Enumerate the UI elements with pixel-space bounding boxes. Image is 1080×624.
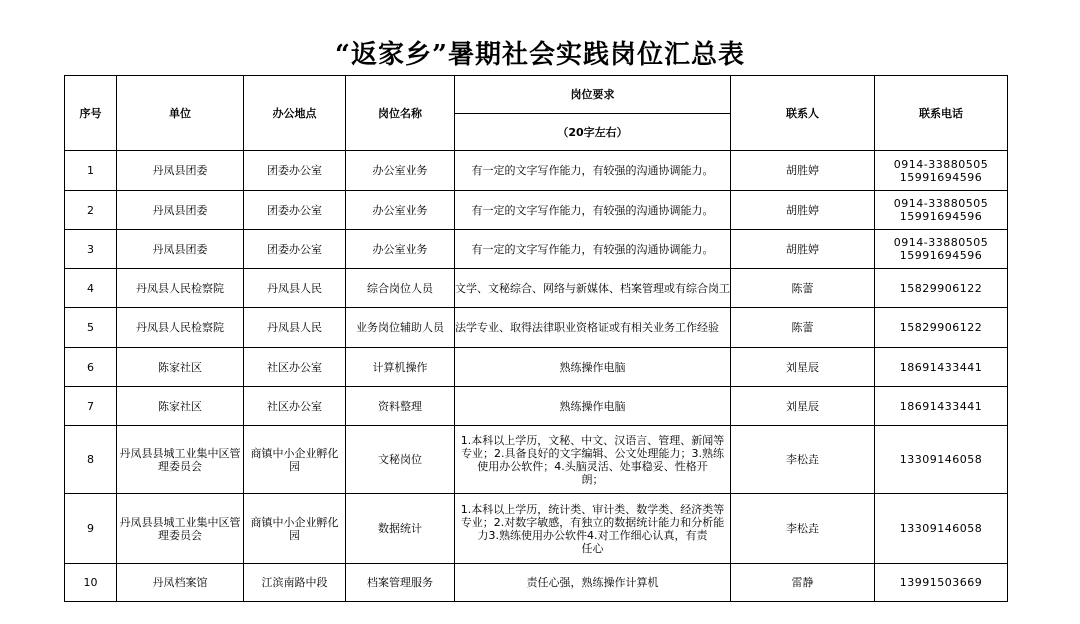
cell-position: 数据统计 [346, 494, 455, 564]
cell-phone [875, 151, 1008, 191]
cell-unit: 丹凤档案馆 [117, 564, 244, 602]
cell-contact: 雷静 [731, 564, 875, 602]
cell-phone: 15829906122 [875, 269, 1008, 308]
cell-seq: 5 [65, 308, 117, 348]
phone-mobile: 15991694596 [899, 249, 983, 262]
cell-requirement: 责任心强，熟练操作计算机 [455, 564, 731, 602]
cell-location: 团委办公室 [244, 191, 346, 230]
requirement-text-end: 任心 [581, 541, 604, 555]
table-row [65, 426, 1008, 494]
header-unit: 单位 [117, 76, 244, 151]
cell-location: 商镇中小企业孵化园 [244, 426, 346, 494]
phone-mobile: 15991694596 [899, 170, 983, 184]
table-row [65, 348, 1008, 387]
table-row [65, 230, 1008, 269]
header-position: 岗位名称 [346, 76, 455, 151]
cell-requirement [455, 494, 731, 564]
header-requirement-sub: （20字左右） [455, 114, 731, 151]
phone-landline: 0914-33880505 [893, 197, 989, 210]
phone-mobile: 15991694596 [899, 210, 983, 223]
cell-unit: 丹凤县县城工业集中区管理委员会 [117, 426, 244, 494]
cell-unit: 丹凤县团委 [117, 230, 244, 269]
header-location: 办公地点 [244, 76, 346, 151]
cell-position: 办公室业务 [346, 230, 455, 269]
cell-location: 社区办公室 [244, 348, 346, 387]
phone-landline: 0914-33880505 [893, 157, 989, 171]
cell-unit: 丹凤县县城工业集中区管理委员会 [117, 494, 244, 564]
cell-seq: 6 [65, 348, 117, 387]
positions-table [64, 75, 1008, 602]
cell-seq: 2 [65, 191, 117, 230]
cell-contact: 李松垚 [731, 494, 875, 564]
table-row [65, 564, 1008, 602]
cell-location: 商镇中小企业孵化园 [244, 494, 346, 564]
cell-phone: 18691433441 [875, 387, 1008, 426]
header-seq: 序号 [65, 76, 117, 151]
cell-contact: 陈蕾 [731, 269, 875, 308]
cell-location: 丹凤县人民 [244, 269, 346, 308]
table-row [65, 308, 1008, 348]
header-contact: 联系人 [731, 76, 875, 151]
cell-unit: 丹凤县团委 [117, 191, 244, 230]
cell-position: 业务岗位辅助人员 [346, 308, 455, 348]
cell-location: 社区办公室 [244, 387, 346, 426]
cell-phone: 13309146058 [875, 494, 1008, 564]
cell-seq: 10 [65, 564, 117, 602]
table-row [65, 191, 1008, 230]
header-requirement: 岗位要求 [455, 76, 731, 114]
header-phone: 联系电话 [875, 76, 1008, 151]
cell-phone: 18691433441 [875, 348, 1008, 387]
cell-location: 江滨南路中段 [244, 564, 346, 602]
cell-position: 计算机操作 [346, 348, 455, 387]
cell-phone: 15829906122 [875, 308, 1008, 348]
cell-requirement [455, 426, 731, 494]
requirement-text-end: 朗； [581, 472, 604, 486]
cell-phone: 13309146058 [875, 426, 1008, 494]
cell-position: 资料整理 [346, 387, 455, 426]
cell-unit: 陈家社区 [117, 348, 244, 387]
table-row [65, 494, 1008, 564]
table-row [65, 269, 1008, 308]
cell-phone: 13991503669 [875, 564, 1008, 602]
cell-requirement: 法学专业、取得法律职业资格证或有相关业务工作经验 [455, 308, 731, 348]
cell-unit: 丹凤县人民检察院 [117, 308, 244, 348]
requirement-text: 1.本科以上学历，统计类、审计类、数学类、经济类等专业；2.对数字敏感，有独立的数据统计能力和分析能力3.熟练使用办公软件4.对工作细心认真，有责 [460, 502, 725, 542]
cell-contact: 陈蕾 [731, 308, 875, 348]
cell-seq: 8 [65, 426, 117, 494]
cell-contact: 李松垚 [731, 426, 875, 494]
requirement-text: 1.本科以上学历，文秘、中文、汉语言、管理、新闻等专业；2.具备良好的文字编辑、公文处理能力；3.熟练使用办公软件；4.头脑灵活、处事稳妥、性格开 [460, 433, 725, 473]
cell-position: 文秘岗位 [346, 426, 455, 494]
cell-position: 档案管理服务 [346, 564, 455, 602]
cell-location: 团委办公室 [244, 230, 346, 269]
cell-phone [875, 230, 1008, 269]
cell-requirement: 有一定的文字写作能力，有较强的沟通协调能力。 [455, 191, 731, 230]
page-title: “返家乡”暑期社会实践岗位汇总表 [335, 40, 745, 70]
cell-requirement: 有一定的文字写作能力，有较强的沟通协调能力。 [455, 230, 731, 269]
cell-unit: 陈家社区 [117, 387, 244, 426]
cell-seq: 3 [65, 230, 117, 269]
phone-landline: 0914-33880505 [893, 236, 989, 249]
cell-unit: 丹凤县人民检察院 [117, 269, 244, 308]
cell-contact: 胡胜婷 [731, 191, 875, 230]
table-row [65, 151, 1008, 191]
cell-requirement: 文学、文秘综合、网络与新媒体、档案管理或有综合岗工 [455, 269, 731, 308]
cell-contact: 刘星辰 [731, 348, 875, 387]
cell-requirement: 熟练操作电脑 [455, 348, 731, 387]
cell-requirement: 熟练操作电脑 [455, 387, 731, 426]
cell-seq: 1 [65, 151, 117, 191]
cell-position: 综合岗位人员 [346, 269, 455, 308]
cell-location: 丹凤县人民 [244, 308, 346, 348]
cell-requirement: 有一定的文字写作能力，有较强的沟通协调能力。 [455, 151, 731, 191]
cell-contact: 胡胜婷 [731, 151, 875, 191]
cell-position: 办公室业务 [346, 191, 455, 230]
cell-seq: 9 [65, 494, 117, 564]
cell-position: 办公室业务 [346, 151, 455, 191]
cell-seq: 7 [65, 387, 117, 426]
cell-contact: 刘星辰 [731, 387, 875, 426]
cell-phone [875, 191, 1008, 230]
cell-contact: 胡胜婷 [731, 230, 875, 269]
table-row [65, 387, 1008, 426]
cell-seq: 4 [65, 269, 117, 308]
cell-location: 团委办公室 [244, 151, 346, 191]
cell-unit: 丹凤县团委 [117, 151, 244, 191]
